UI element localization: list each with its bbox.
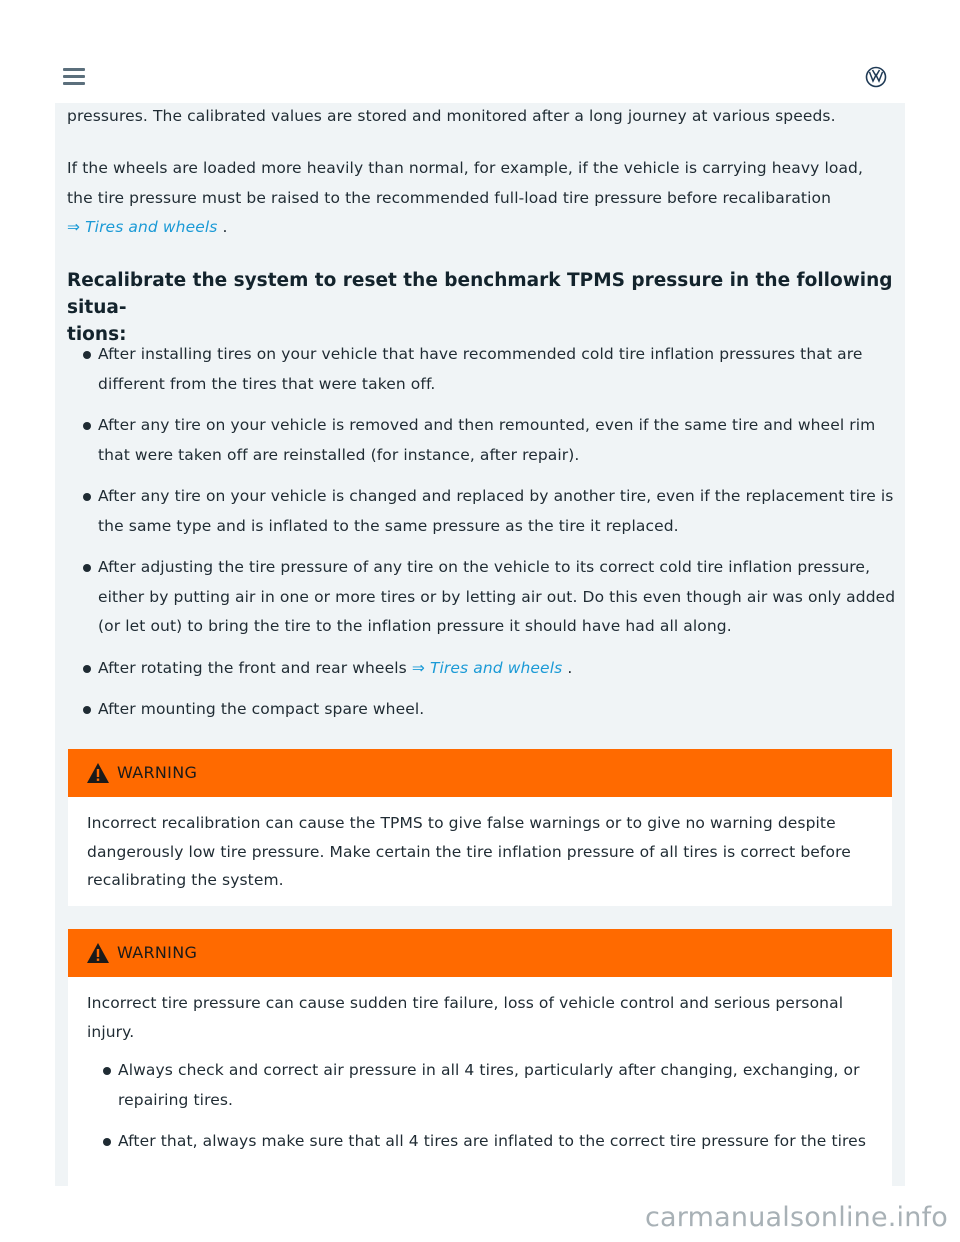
- warning-triangle-icon: [86, 942, 110, 964]
- warning-text: Incorrect recalibration can cause the TPMS to give false warnings or to give no warning despite dangerously low tire pressure. Make certain the tire inflation pressure of all tires is correct before recalibrating the system.: [87, 814, 851, 889]
- list-item: After that, always make sure that all 4 tires are inflated to the correct tire pressure for the tires: [87, 1127, 874, 1157]
- top-bar: [55, 50, 905, 104]
- warning-triangle-icon: [86, 762, 110, 784]
- paragraph-heavy-load-period: .: [222, 218, 228, 236]
- section-heading-line2: tions:: [67, 324, 127, 345]
- watermark: carmanualsonline.info: [645, 1202, 948, 1233]
- vw-logo-icon[interactable]: [865, 66, 887, 88]
- list-item: Always check and correct air pressure in all 4 tires, particularly after changing, exchanging, or repairing tires.: [87, 1056, 874, 1115]
- warning-header: [68, 749, 892, 797]
- warning-header: [68, 929, 892, 977]
- warning-label: WARNING: [117, 763, 198, 782]
- hamburger-menu-icon[interactable]: [63, 68, 85, 86]
- list-item: After mounting the compact spare wheel.: [67, 695, 897, 725]
- recalibrate-situations-list: [67, 340, 897, 725]
- list-item-text: After rotating the front and rear wheels: [98, 658, 407, 677]
- paragraph-calibrated-values: pressures. The calibrated values are stored and monitored after a long journey at various speeds.: [67, 107, 836, 125]
- tires-and-wheels-link[interactable]: ⇒ Tires and wheels: [411, 658, 563, 677]
- warning-box-recalibration: [68, 749, 892, 906]
- list-item: After any tire on your vehicle is changed and replaced by another tire, even if the replacement tire is the same type and is inflated to the same pressure as the tire it replaced.: [67, 482, 897, 541]
- list-item: After any tire on your vehicle is removed and then remounted, even if the same tire and wheel rim that were taken off are reinstalled (for instance, after repair).: [67, 411, 897, 470]
- paragraph-heavy-load: [67, 154, 893, 243]
- warning-label: WARNING: [117, 943, 198, 962]
- list-item-period: .: [567, 658, 573, 677]
- warning-box-tire-pressure: [68, 929, 892, 1186]
- list-item: After adjusting the tire pressure of any tire on the vehicle to its correct cold tire inflation pressure, either by putting air in one or more tires or by letting air out. Do this even though air was only added (or let out) to bring the tire to the inflation pressure it should have had all along.: [67, 553, 897, 642]
- section-heading-line1: Recalibrate the system to reset the benchmark TPMS pressure in the following situa-: [67, 270, 893, 318]
- list-item: [67, 654, 897, 684]
- document-content: [55, 103, 905, 1186]
- warning-list: [87, 1056, 874, 1157]
- list-item: After installing tires on your vehicle that have recommended cold tire inflation pressures that are different from the tires that were taken off.: [67, 340, 897, 399]
- warning-text: Incorrect tire pressure can cause sudden tire failure, loss of vehicle control and serious personal injury.: [87, 994, 844, 1041]
- section-heading: [67, 267, 897, 348]
- paragraph-heavy-load-text: If the wheels are loaded more heavily than normal, for example, if the vehicle is carrying heavy load, the tire pressure must be raised to the recommended full-load tire pressure before recalibaration: [67, 159, 864, 207]
- tires-and-wheels-link[interactable]: ⇒ Tires and wheels: [67, 218, 218, 236]
